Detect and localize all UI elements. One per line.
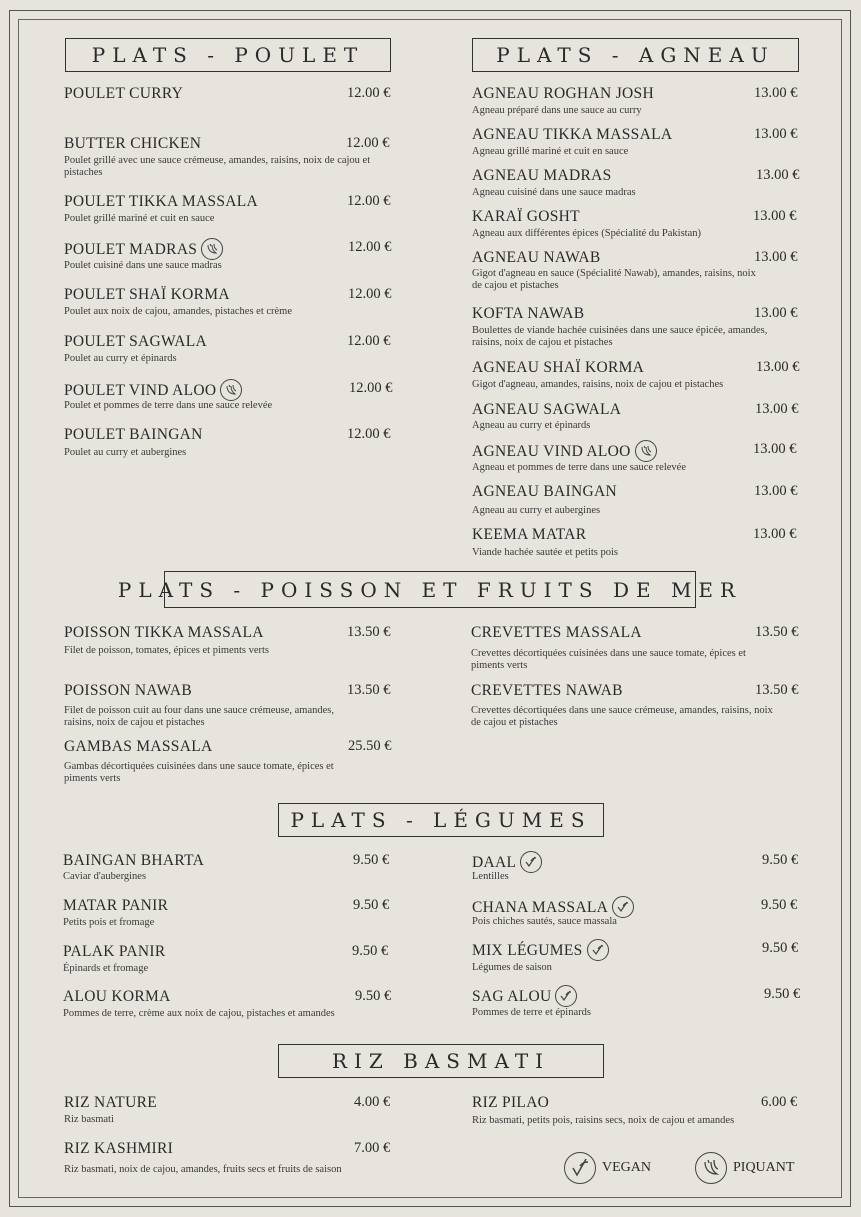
item-name: POULET VIND ALOO — [64, 382, 217, 399]
item-description: Poulet grillé avec une sauce crémeuse, amandes, raisins, noix de cajou et pistaches — [64, 155, 371, 178]
item-description: Crevettes décortiquées dans une sauce crémeuse, amandes, raisins, noix de cajou et pistaches — [471, 705, 773, 728]
spicy-icon — [635, 440, 657, 462]
section-title-agneau: PLATS - AGNEAU — [472, 38, 799, 72]
legend-vegan — [564, 1152, 651, 1184]
item-description: Gigot d'agneau, amandes, raisins, noix de cajou et pistaches — [472, 379, 724, 390]
item-price: 9.50 € — [764, 986, 801, 1002]
section-title-poisson: PLATS - POISSON ET FRUITS DE MER — [164, 571, 696, 608]
item-description: Gigot d'agneau en sauce (Spécialité Nawab), amandes, raisins, noix de cajou et pistaches — [472, 268, 756, 291]
item-price: 13.00 € — [756, 167, 800, 183]
item-price: 13.00 € — [754, 483, 798, 499]
item-name: POULET CURRY — [64, 85, 184, 102]
item-description: Viande hachée sautée et petits pois — [472, 547, 619, 558]
item-description: Gambas décortiquées cuisinées dans une sauce tomate, épices et piments verts — [64, 761, 334, 784]
item-name: DAAL — [472, 854, 517, 871]
item-description: Lentilles — [472, 871, 509, 882]
item-description: Épinards et fromage — [63, 963, 149, 974]
item-price: 12.00 € — [346, 135, 390, 151]
item-price: 12.00 € — [347, 85, 391, 101]
item-name: GAMBAS MASSALA — [64, 738, 213, 755]
item-price: 9.50 € — [355, 988, 392, 1004]
item-description: Boulettes de viande hachée cuisinées dans une sauce épicée, amandes, raisins, noix de cajou et pistaches — [472, 325, 768, 348]
item-name: CREVETTES MASSALA — [471, 624, 642, 641]
item-name: AGNEAU MADRAS — [472, 167, 612, 184]
item-description: Riz basmati — [64, 1114, 114, 1125]
item-description: Poulet cuisiné dans une sauce madras — [64, 260, 222, 271]
item-price: 12.00 € — [347, 333, 391, 349]
item-description: Filet de poisson cuit au four dans une sauce crémeuse, amandes, raisins, noix de cajou et pistaches — [64, 705, 335, 728]
item-price: 12.00 € — [347, 426, 391, 442]
item-name: POULET TIKKA MASSALA — [64, 193, 259, 210]
item-price: 12.00 € — [348, 239, 392, 255]
section-title-legumes: PLATS - LÉGUMES — [278, 803, 604, 837]
item-name: SAG ALOU — [472, 988, 552, 1005]
legend-spicy-label: PIQUANT — [733, 1160, 795, 1175]
item-name: POULET BAINGAN — [64, 426, 203, 443]
spicy-icon — [220, 379, 242, 401]
vegan-icon — [587, 939, 609, 961]
item-name: AGNEAU NAWAB — [472, 249, 601, 266]
item-price: 9.50 € — [353, 852, 390, 868]
item-price: 12.00 € — [349, 380, 393, 396]
vegan-icon — [612, 896, 634, 918]
item-price: 7.00 € — [354, 1140, 391, 1156]
item-name: BAINGAN BHARTA — [63, 852, 205, 869]
item-description: Agneau aux différentes épices (Spécialité du Pakistan) — [472, 228, 701, 239]
item-name: KEEMA MATAR — [472, 526, 587, 543]
spicy-icon — [201, 238, 223, 260]
item-name: MIX LÉGUMES — [472, 942, 583, 959]
item-description: Agneau préparé dans une sauce au curry — [472, 105, 642, 116]
item-description: Poulet au curry et aubergines — [64, 447, 187, 458]
item-name: POULET MADRAS — [64, 241, 198, 258]
item-name: POULET SAGWALA — [64, 333, 207, 350]
item-price: 25.50 € — [348, 738, 392, 754]
item-name: AGNEAU ROGHAN JOSH — [472, 85, 654, 102]
item-price: 13.00 € — [754, 85, 798, 101]
item-name: MATAR PANIR — [63, 897, 169, 914]
item-name: KARAÏ GOSHT — [472, 208, 580, 225]
item-name: CREVETTES NAWAB — [471, 682, 623, 699]
item-price: 13.50 € — [347, 624, 391, 640]
item-description: Riz basmati, petits pois, raisins secs, noix de cajou et amandes — [472, 1115, 735, 1126]
item-price: 13.00 € — [754, 249, 798, 265]
vegan-icon — [564, 1152, 596, 1184]
item-name: POISSON NAWAB — [64, 682, 192, 699]
item-price: 9.50 € — [352, 943, 389, 959]
item-price: 9.50 € — [761, 897, 798, 913]
item-description: Poulet et pommes de terre dans une sauce relevée — [64, 400, 273, 411]
item-description: Agneau au curry et épinards — [472, 420, 591, 431]
item-description: Agneau cuisiné dans une sauce madras — [472, 187, 636, 198]
vegan-icon — [520, 851, 542, 873]
item-price: 9.50 € — [762, 940, 799, 956]
item-price: 13.50 € — [755, 682, 799, 698]
item-price: 9.50 € — [762, 852, 799, 868]
item-description: Légumes de saison — [472, 962, 552, 973]
item-price: 13.00 € — [754, 305, 798, 321]
item-name: AGNEAU SHAÏ KORMA — [472, 359, 645, 376]
section-title-riz: RIZ BASMATI — [278, 1044, 604, 1078]
item-description: Pommes de terre, crème aux noix de cajou, pistaches et amandes — [63, 1008, 335, 1019]
item-description: Filet de poisson, tomates, épices et piments verts — [64, 645, 270, 656]
item-description: Agneau au curry et aubergines — [472, 505, 601, 516]
item-price: 13.00 € — [753, 208, 797, 224]
vegan-icon — [555, 985, 577, 1007]
item-description: Petits pois et fromage — [63, 917, 155, 928]
item-description: Caviar d'aubergines — [63, 871, 147, 882]
item-name: RIZ NATURE — [64, 1094, 157, 1111]
item-price: 13.50 € — [755, 624, 799, 640]
item-price: 13.00 € — [754, 126, 798, 142]
item-name: AGNEAU TIKKA MASSALA — [472, 126, 673, 143]
item-price: 13.00 € — [755, 401, 799, 417]
item-description: Pommes de terre et épinards — [472, 1007, 591, 1018]
item-description: Riz basmati, noix de cajou, amandes, fruits secs et fruits de saison — [64, 1164, 342, 1175]
item-name: AGNEAU VIND ALOO — [472, 443, 631, 460]
item-name: RIZ PILAO — [472, 1094, 550, 1111]
item-name: POULET SHAÏ KORMA — [64, 286, 230, 303]
item-description: Agneau grillé mariné et cuit en sauce — [472, 146, 629, 157]
item-price: 12.00 € — [348, 286, 392, 302]
item-description: Agneau et pommes de terre dans une sauce relevée — [472, 462, 686, 473]
item-name: KOFTA NAWAB — [472, 305, 585, 322]
item-description: Poulet au curry et épinards — [64, 353, 177, 364]
item-price: 13.00 € — [753, 441, 797, 457]
item-name: POISSON TIKKA MASSALA — [64, 624, 264, 641]
item-description: Poulet grillé mariné et cuit en sauce — [64, 213, 215, 224]
item-name: ALOU KORMA — [63, 988, 171, 1005]
legend-vegan-label: VEGAN — [602, 1160, 651, 1175]
item-name: CHANA MASSALA — [472, 899, 609, 916]
spicy-icon — [695, 1152, 727, 1184]
item-name: AGNEAU SAGWALA — [472, 401, 622, 418]
item-description: Crevettes décortiquées cuisinées dans une sauce tomate, épices et piments verts — [471, 648, 746, 671]
item-name: BUTTER CHICKEN — [64, 135, 202, 152]
item-description: Pois chiches sautés, sauce massala — [472, 916, 617, 927]
item-price: 12.00 € — [347, 193, 391, 209]
item-price: 4.00 € — [354, 1094, 391, 1110]
item-description: Poulet aux noix de cajou, amandes, pistaches et crème — [64, 306, 293, 317]
item-name: PALAK PANIR — [63, 943, 166, 960]
section-title-poulet: PLATS - POULET — [65, 38, 391, 72]
item-name: RIZ KASHMIRI — [64, 1140, 174, 1157]
item-price: 13.50 € — [347, 682, 391, 698]
item-name: AGNEAU BAINGAN — [472, 483, 617, 500]
item-price: 13.00 € — [756, 359, 800, 375]
item-price: 9.50 € — [353, 897, 390, 913]
item-price: 13.00 € — [753, 526, 797, 542]
legend-spicy — [695, 1152, 794, 1184]
item-price: 6.00 € — [761, 1094, 798, 1110]
